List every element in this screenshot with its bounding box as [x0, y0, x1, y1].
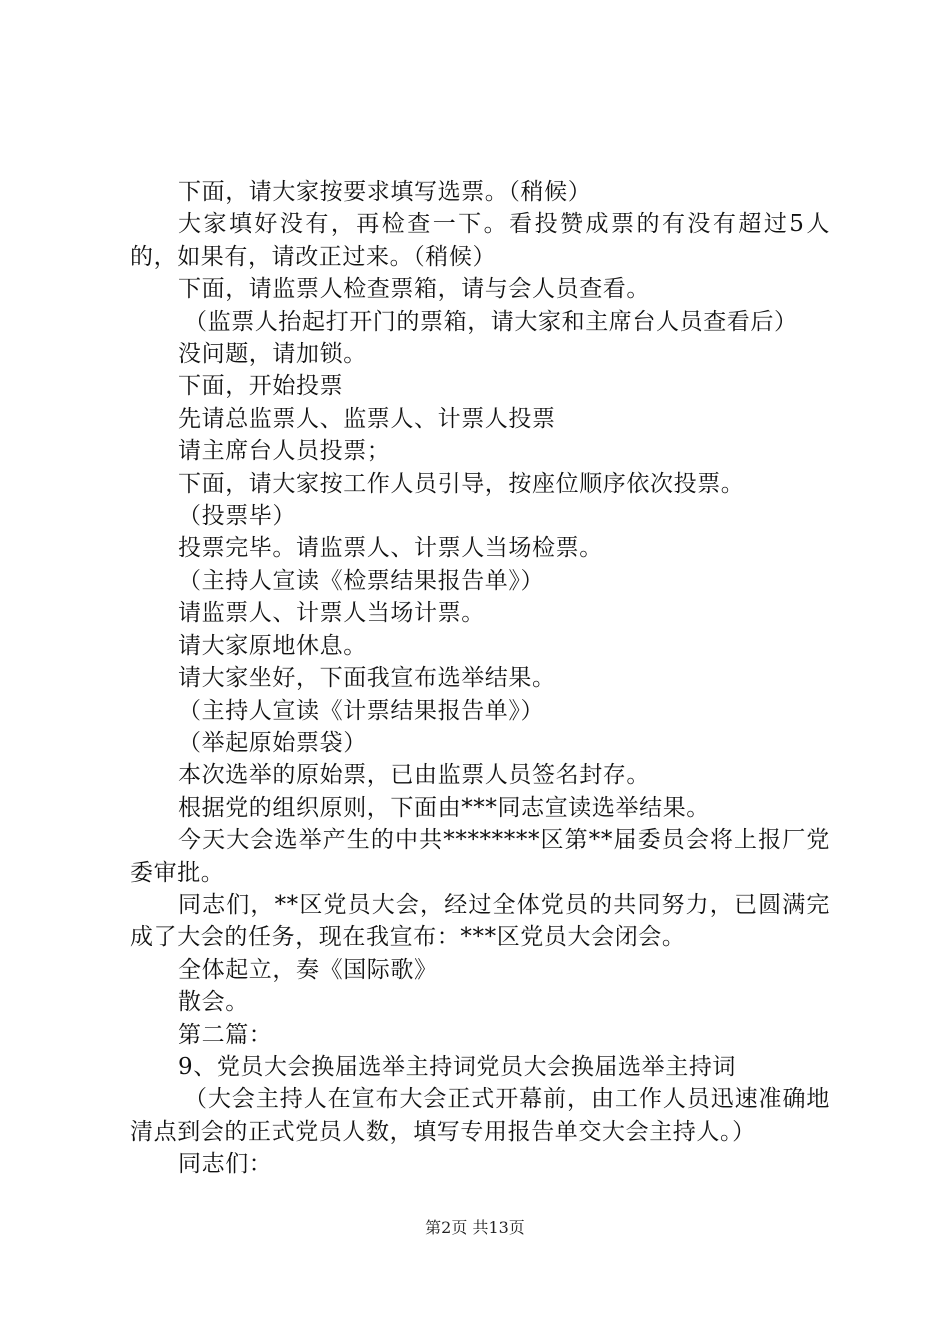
paragraph-4: （监票人抬起打开门的票箱，请大家和主席台人员查看后）: [184, 308, 798, 335]
paragraph-3: 下面，请监票人检查票箱，请与会人员查看。: [178, 276, 650, 303]
paragraph-26: （大会主持人在宣布大会正式开幕前，由工作人员迅速准确地清点到会的正式党员人数，填写专用报告单交大会主持人。）: [130, 1086, 830, 1145]
paragraph-18: 本次选举的原始票，已由监票人员签名封存。: [178, 762, 650, 789]
paragraph-5: 没问题，请加锁。: [178, 341, 367, 368]
paragraph-19: 根据党的组织原则，下面由***同志宣读选举结果。: [178, 794, 710, 821]
paragraph-16: （主持人宣读《计票结果报告单》）: [178, 697, 545, 724]
paragraph-22: 全体起立，奏《国际歌》: [178, 956, 438, 983]
paragraph-25: 9、党员大会换届选举主持词党员大会换届选举主持词: [178, 1053, 737, 1080]
document-body: [130, 176, 830, 1181]
paragraph-23: 散会。: [178, 989, 249, 1016]
paragraph-14: 请大家原地休息。: [178, 632, 367, 659]
paragraph-8: 请主席台人员投票；: [178, 438, 391, 465]
paragraph-10: （投票毕）: [178, 503, 296, 530]
paragraph-13: 请监票人、计票人当场计票。: [178, 600, 485, 627]
paragraph-20: 今天大会选举产生的中共********区第**届委员会将上报厂党委审批。: [130, 827, 830, 886]
paragraph-1: 下面，请大家按要求填写选票。（稍候）: [178, 179, 592, 205]
paragraph-17: （举起原始票袋）: [178, 729, 367, 756]
paragraph-9: 下面，请大家按工作人员引导，按座位顺序依次投票。: [178, 470, 745, 497]
paragraph-27: 同志们：: [178, 1151, 273, 1178]
page-footer: [0, 1215, 950, 1238]
paragraph-6: 下面，开始投票: [178, 373, 344, 400]
paragraph-7: 先请总监票人、监票人、计票人投票: [178, 405, 556, 432]
paragraph-24: 第二篇：: [178, 1021, 273, 1048]
paragraph-12: （主持人宣读《检票结果报告单》）: [178, 567, 545, 594]
paragraph-11: 投票完毕。请监票人、计票人当场检票。: [178, 535, 603, 562]
page-number-label: 第2页 共13页: [425, 1218, 525, 1237]
paragraph-21: 同志们，**区党员大会，经过全体党员的共同努力，已圆满完成了大会的任务，现在我宣布：***区党员大会闭会。: [130, 891, 830, 951]
paragraph-15: 请大家坐好，下面我宣布选举结果。: [178, 665, 556, 692]
paragraph-2: 大家填好没有，再检查一下。看投赞成票的有没有超过5人的，如果有，请改正过来。（稍候）: [130, 211, 830, 270]
